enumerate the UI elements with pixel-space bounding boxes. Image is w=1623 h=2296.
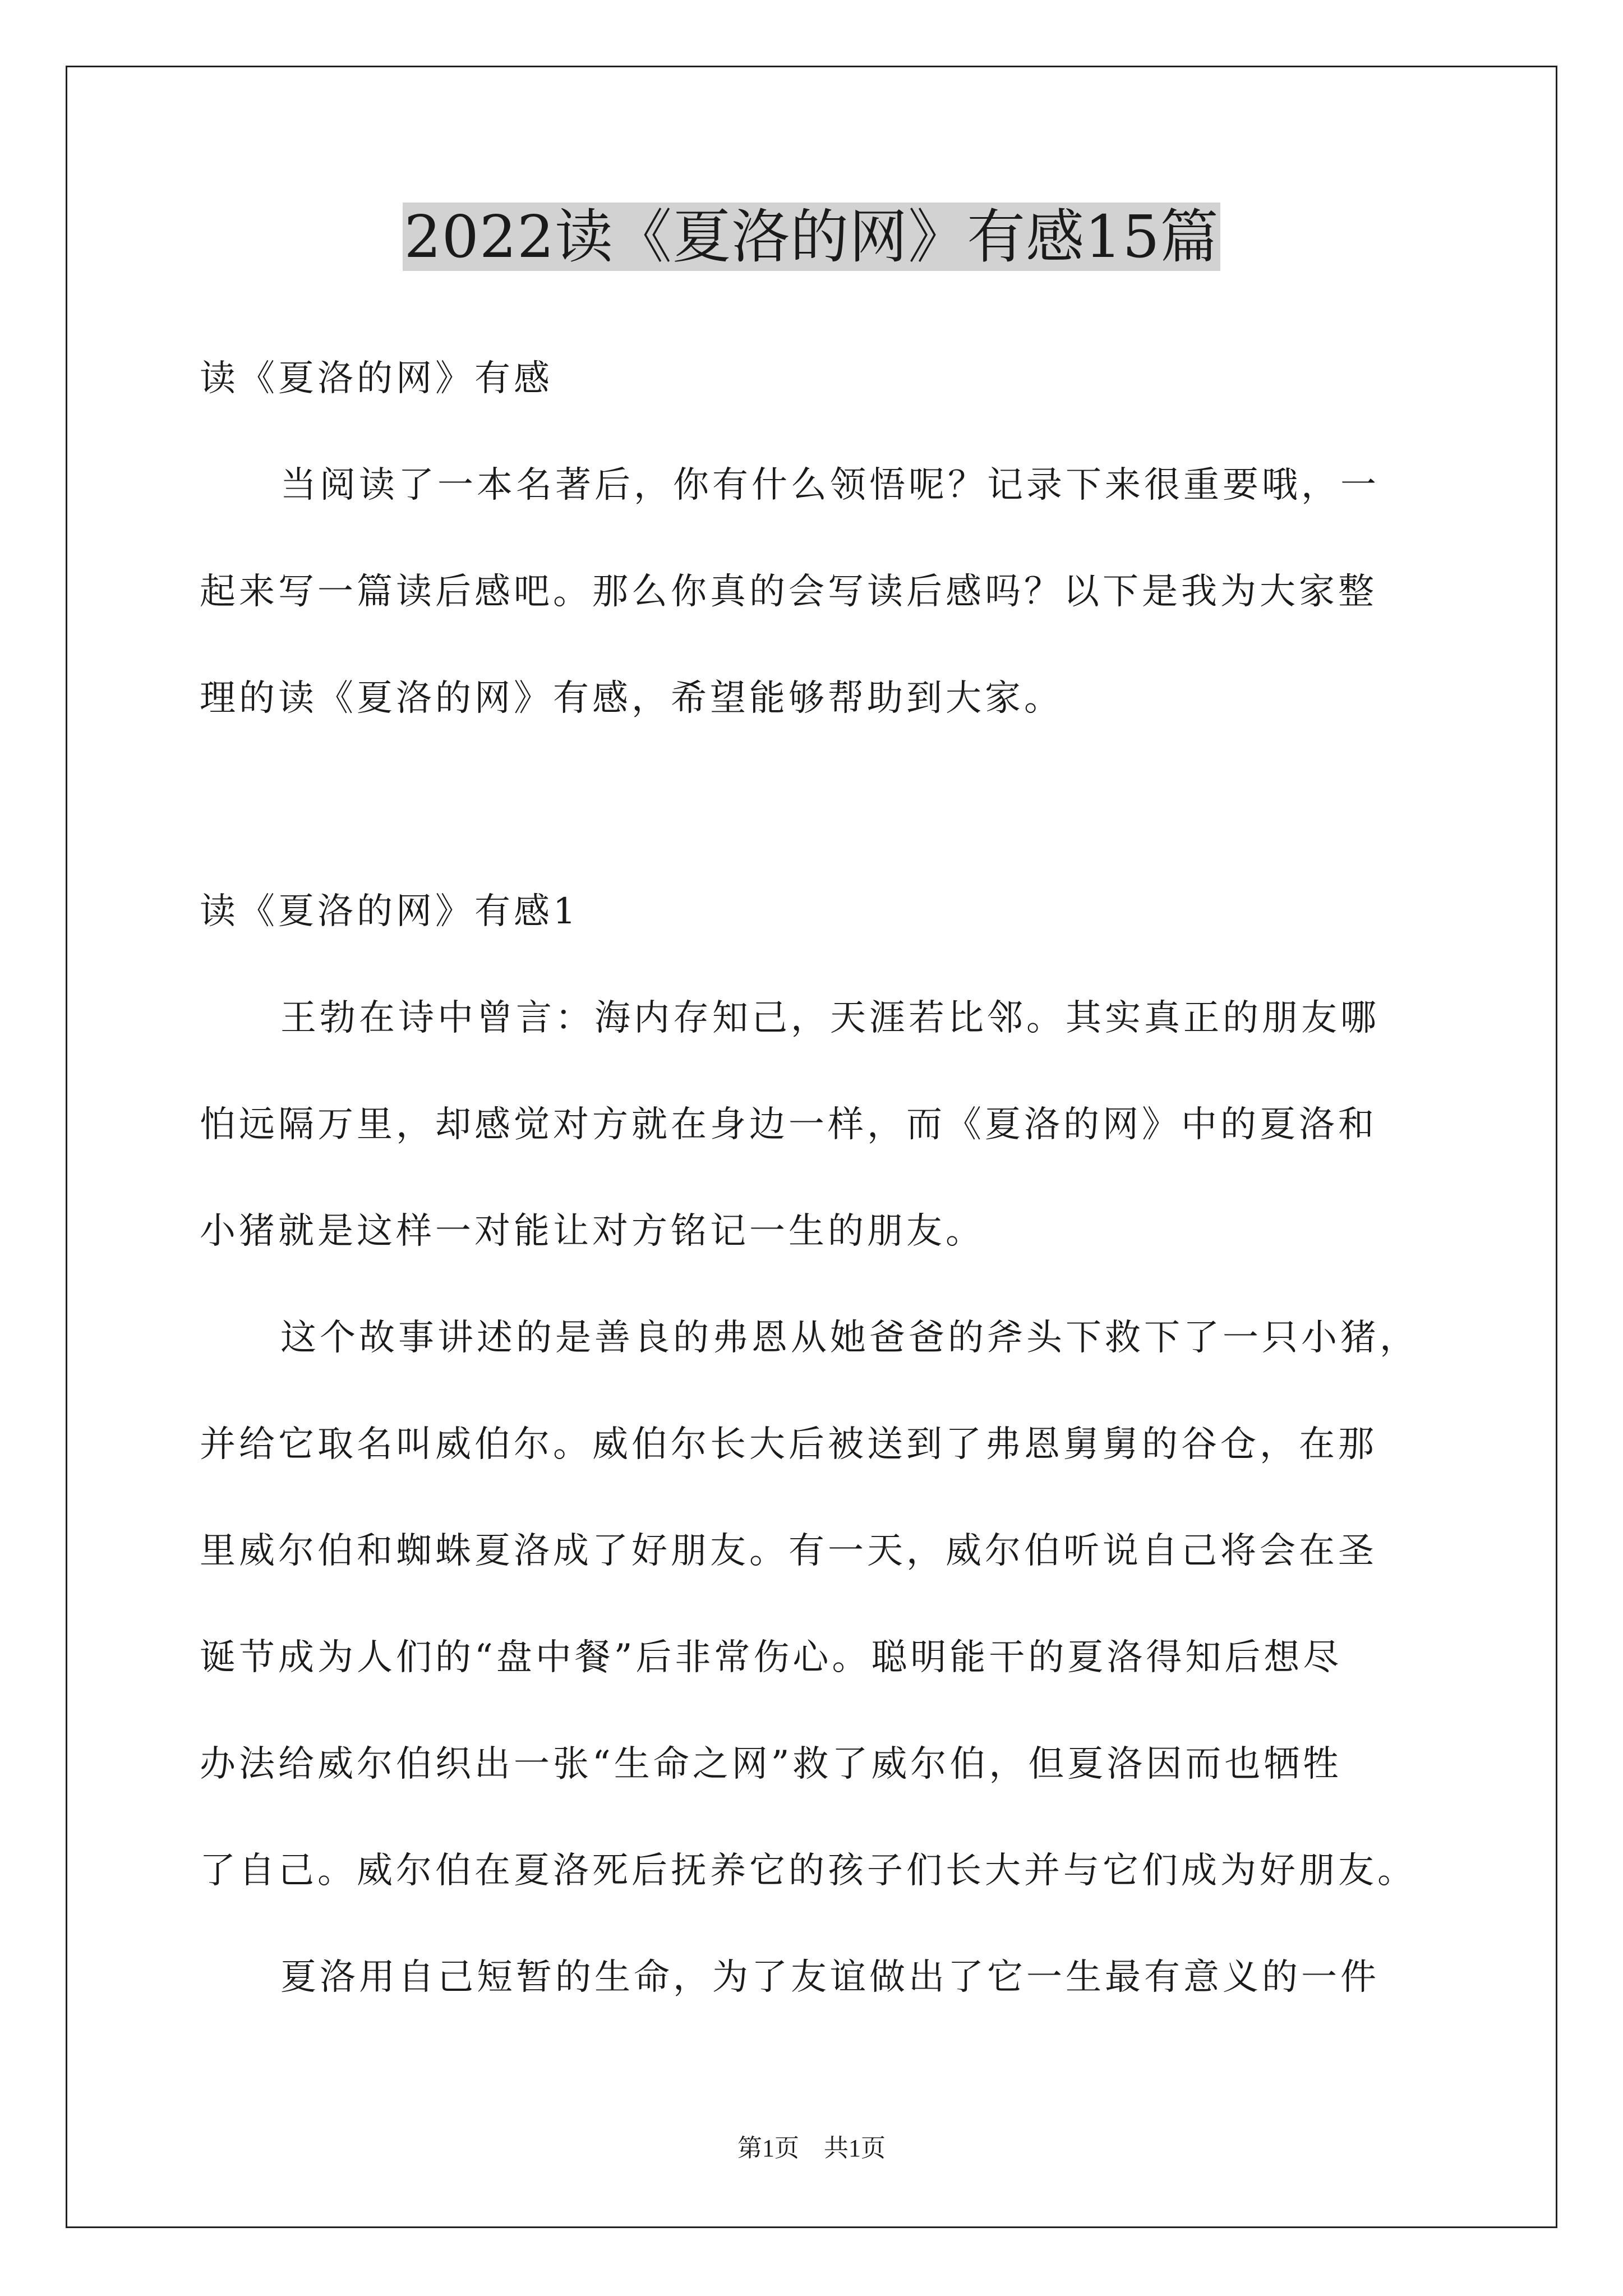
paragraph-line: 当阅读了一本名著后，你有什么领悟呢？记录下来很重要哦，一 bbox=[280, 464, 1380, 506]
paragraph-line: 了自己。威尔伯在夏洛死后抚养它的孩子们长大并与它们成为好朋友。 bbox=[200, 1850, 1417, 1892]
paragraph-line: 办法给威尔伯织出一张“生命之网”救了威尔伯，但夏洛因而也牺牲 bbox=[200, 1743, 1343, 1785]
document-title-text: 2022读《夏洛的网》有感15篇 bbox=[404, 203, 1219, 271]
paragraph-line: 并给它取名叫威伯尔。威伯尔长大后被送到了弗恩舅舅的谷仓，在那 bbox=[200, 1424, 1377, 1465]
paragraph-line: 这个故事讲述的是善良的弗恩从她爸爸的斧头下救下了一只小猪， bbox=[280, 1317, 1419, 1359]
paragraph-line: 里威尔伯和蜘蛛夏洛成了好朋友。有一天，威尔伯听说自己将会在圣 bbox=[200, 1530, 1377, 1572]
paragraph-line: 起来写一篇读后感吧。那么你真的会写读后感吗？以下是我为大家整 bbox=[200, 571, 1377, 613]
paragraph-line: 小猪就是这样一对能让对方铭记一生的朋友。 bbox=[200, 1211, 985, 1252]
paragraph-line: 夏洛用自己短暂的生命，为了友谊做出了它一生最有意义的一件 bbox=[280, 1957, 1380, 1998]
paragraph-line: 王勃在诗中曾言：海内存知己，天涯若比邻。其实真正的朋友哪 bbox=[280, 997, 1380, 1039]
section-heading: 读《夏洛的网》有感 bbox=[200, 358, 553, 399]
section-heading: 读《夏洛的网》有感1 bbox=[200, 891, 579, 932]
paragraph-line: 理的读《夏洛的网》有感，希望能够帮助到大家。 bbox=[200, 678, 1063, 719]
document-title bbox=[0, 197, 1623, 276]
page-footer: 第1页 共1页 bbox=[737, 2134, 886, 2162]
paragraph-line: 怕远隔万里，却感觉对方就在身边一样，而《夏洛的网》中的夏洛和 bbox=[200, 1104, 1377, 1145]
paragraph-line: 诞节成为人们的“盘中餐”后非常伤心。聪明能干的夏洛得知后想尽 bbox=[200, 1637, 1343, 1678]
